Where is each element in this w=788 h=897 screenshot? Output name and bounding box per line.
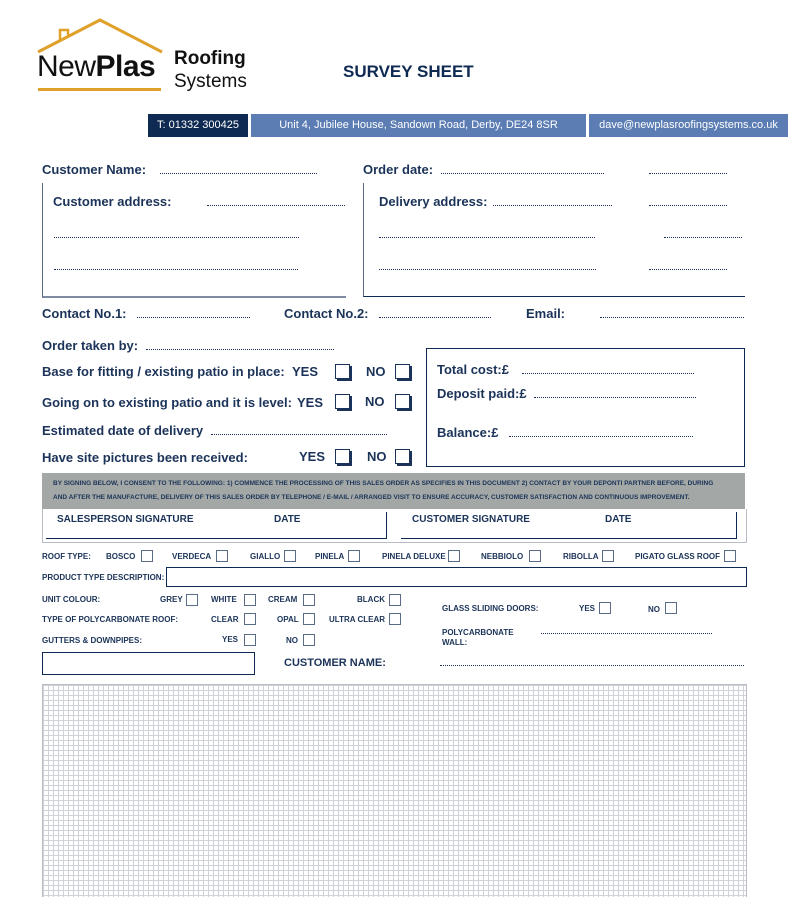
total-cost-field[interactable] — [522, 373, 694, 374]
gutters-yes-checkbox[interactable] — [244, 634, 256, 646]
deposit-label: Deposit paid:£ — [437, 386, 527, 401]
patio-no-label: NO — [365, 394, 385, 409]
poly-roof-label: TYPE OF POLYCARBONATE ROOF: — [42, 615, 179, 624]
glass-doors-label: GLASS SLIDING DOORS: — [442, 604, 539, 613]
roof-ribolla-checkbox[interactable] — [602, 550, 614, 562]
existing-patio-label: Going on to existing patio and it is level: — [42, 395, 292, 410]
salesperson-signature-label: SALESPERSON SIGNATURE — [57, 514, 194, 525]
patio-no-checkbox[interactable] — [395, 394, 410, 409]
salesperson-date-label: DATE — [274, 514, 301, 525]
roof-option-pinela: PINELA — [315, 552, 345, 561]
colour-grey-checkbox[interactable] — [186, 594, 198, 606]
gutters-no-label: NO — [286, 636, 298, 645]
patio-yes-label: YES — [297, 395, 324, 410]
delivery-address-label: Delivery address: — [379, 194, 488, 209]
colour-cream-label: CREAM — [268, 595, 298, 604]
delivery-address-line-3[interactable] — [379, 269, 596, 270]
roof-nebbiolo-checkbox[interactable] — [529, 550, 541, 562]
total-cost-label: Total cost:£ — [437, 362, 509, 377]
customer-signature-label: CUSTOMER SIGNATURE — [412, 514, 530, 525]
poly-wall-field[interactable] — [541, 633, 712, 634]
roof-option-ribolla: RIBOLLA — [563, 552, 599, 561]
customer-address-label: Customer address: — [53, 194, 172, 209]
logo-brand-light: New — [37, 50, 96, 83]
colour-grey-label: GREY — [160, 595, 183, 604]
poly-wall-label-1: POLYCARBONATE — [442, 628, 514, 637]
colour-black-checkbox[interactable] — [389, 594, 401, 606]
gutters-yes-label: YES — [222, 635, 239, 644]
customer-name-bottom-label: CUSTOMER NAME: — [284, 657, 386, 669]
customer-name-bottom-field[interactable] — [440, 665, 744, 666]
balance-label: Balance:£ — [437, 425, 499, 440]
delivery-address-extra-1[interactable] — [649, 205, 727, 206]
contact-2-label: Contact No.2: — [284, 306, 369, 321]
colour-cream-checkbox[interactable] — [303, 594, 315, 606]
glass-doors-no-checkbox[interactable] — [665, 602, 677, 614]
roof-giallo-checkbox[interactable] — [284, 550, 296, 562]
delivery-address-extra-2[interactable] — [664, 237, 742, 238]
roof-option-bosco: BOSCO — [106, 552, 136, 561]
base-yes-checkbox[interactable] — [335, 364, 350, 379]
consent-line-1: BY SIGNING BELOW, I CONSENT TO THE FOLLOWING: 1) COMMENCE THE PROCESSING OF THIS SALES ORDER AS SPECIFIES IN THIS DOCUMENT 2) CONTACT BY YOUR DEPONTI PARTNER BEFORE, DURING — [53, 480, 714, 487]
deposit-field[interactable] — [534, 397, 696, 398]
roof-pigato-checkbox[interactable] — [724, 550, 736, 562]
gutters-label: GUTTERS & DOWNPIPES: — [42, 636, 143, 645]
sketch-grid[interactable] — [42, 684, 747, 897]
pictures-yes-checkbox[interactable] — [335, 449, 350, 464]
contact-1-field[interactable] — [137, 317, 250, 318]
order-taken-by-field[interactable] — [146, 349, 334, 350]
address-banner: Unit 4, Jubilee House, Sandown Road, Derby, DE24 8SR — [251, 114, 586, 137]
colour-black-label: BLACK — [357, 595, 385, 604]
estimated-delivery-field[interactable] — [211, 434, 387, 435]
colour-white-checkbox[interactable] — [244, 594, 256, 606]
page-title: SURVEY SHEET — [343, 62, 474, 81]
customer-name-field[interactable] — [160, 173, 317, 174]
customer-date-label: DATE — [605, 514, 632, 525]
base-for-fitting-label: Base for fitting / existing patio in place: — [42, 364, 285, 379]
poly-ultra-clear-label: ULTRA CLEAR — [329, 615, 385, 624]
logo-brand-bold: Plas — [95, 50, 156, 83]
colour-white-label: WHITE — [211, 595, 237, 604]
notes-field[interactable] — [42, 652, 255, 675]
company-logo — [36, 18, 256, 98]
product-type-label: PRODUCT TYPE DESCRIPTION: — [42, 573, 165, 582]
pictures-yes-label: YES — [299, 449, 326, 464]
poly-wall-label-2: WALL: — [442, 638, 468, 647]
contact-2-field[interactable] — [379, 317, 491, 318]
consent-line-2: AND AFTER THE MANUFACTURE, DELIVERY OF THIS SALES ORDER BY TELEPHONE / E-MAIL / ARRANGED VISIT TO ENSURE ACCURACY, CUSTOMER SATISFACTION AND CONTINUOUS IMPROVEMENT. — [53, 494, 690, 501]
unit-colour-label: UNIT COLOUR: — [42, 595, 101, 604]
delivery-address-extra-3[interactable] — [649, 269, 727, 270]
base-no-label: NO — [366, 364, 386, 379]
delivery-address-line-2[interactable] — [379, 237, 595, 238]
poly-ultra-clear-checkbox[interactable] — [389, 613, 401, 625]
customer-address-line-1[interactable] — [207, 205, 345, 206]
order-date-extra-field[interactable] — [649, 173, 727, 174]
poly-clear-checkbox[interactable] — [244, 613, 256, 625]
logo-underline — [38, 88, 161, 91]
roof-pinela-deluxe-checkbox[interactable] — [448, 550, 460, 562]
pictures-no-label: NO — [367, 449, 387, 464]
site-pictures-label: Have site pictures been received: — [42, 450, 248, 465]
roof-option-nebbiolo: NEBBIOLO — [481, 552, 524, 561]
email-label: Email: — [526, 306, 566, 321]
poly-clear-label: CLEAR — [211, 615, 239, 624]
order-date-field[interactable] — [441, 173, 604, 174]
roof-option-giallo: GIALLO — [250, 552, 281, 561]
balance-field[interactable] — [509, 436, 693, 437]
glass-doors-yes-label: YES — [579, 604, 596, 613]
order-taken-by-label: Order taken by: — [42, 338, 139, 353]
roof-option-verdeca: VERDECA — [172, 552, 212, 561]
base-yes-label: YES — [292, 364, 319, 379]
customer-address-line-2[interactable] — [54, 237, 299, 238]
patio-yes-checkbox[interactable] — [335, 394, 350, 409]
phone-banner: T: 01332 300425 — [148, 114, 248, 137]
roof-option-pinela-deluxe: PINELA DELUXE — [382, 552, 446, 561]
logo-roofing: Roofing — [174, 48, 246, 69]
poly-opal-checkbox[interactable] — [303, 613, 315, 625]
email-banner[interactable]: dave@newplasroofingsystems.co.uk — [589, 114, 788, 137]
glass-doors-no-label: NO — [648, 605, 660, 614]
roof-type-label: ROOF TYPE: — [42, 552, 91, 561]
roof-pinela-checkbox[interactable] — [348, 550, 360, 562]
customer-address-line-3[interactable] — [54, 269, 298, 270]
roof-option-pigato: PIGATO GLASS ROOF — [635, 552, 721, 561]
gutters-no-checkbox[interactable] — [303, 634, 315, 646]
roof-verdeca-checkbox[interactable] — [216, 550, 228, 562]
base-no-checkbox[interactable] — [395, 364, 410, 379]
glass-doors-yes-checkbox[interactable] — [599, 602, 611, 614]
estimated-delivery-label: Estimated date of delivery — [42, 423, 204, 438]
contact-1-label: Contact No.1: — [42, 306, 127, 321]
customer-name-label: Customer Name: — [42, 162, 147, 177]
delivery-address-line-1[interactable] — [493, 205, 612, 206]
email-field[interactable] — [600, 317, 744, 318]
pictures-no-checkbox[interactable] — [395, 449, 410, 464]
roof-bosco-checkbox[interactable] — [141, 550, 153, 562]
product-type-field[interactable] — [166, 567, 747, 587]
order-date-label: Order date: — [363, 162, 434, 177]
consent-banner — [42, 473, 745, 509]
poly-opal-label: OPAL — [277, 615, 299, 624]
logo-systems: Systems — [174, 71, 247, 92]
